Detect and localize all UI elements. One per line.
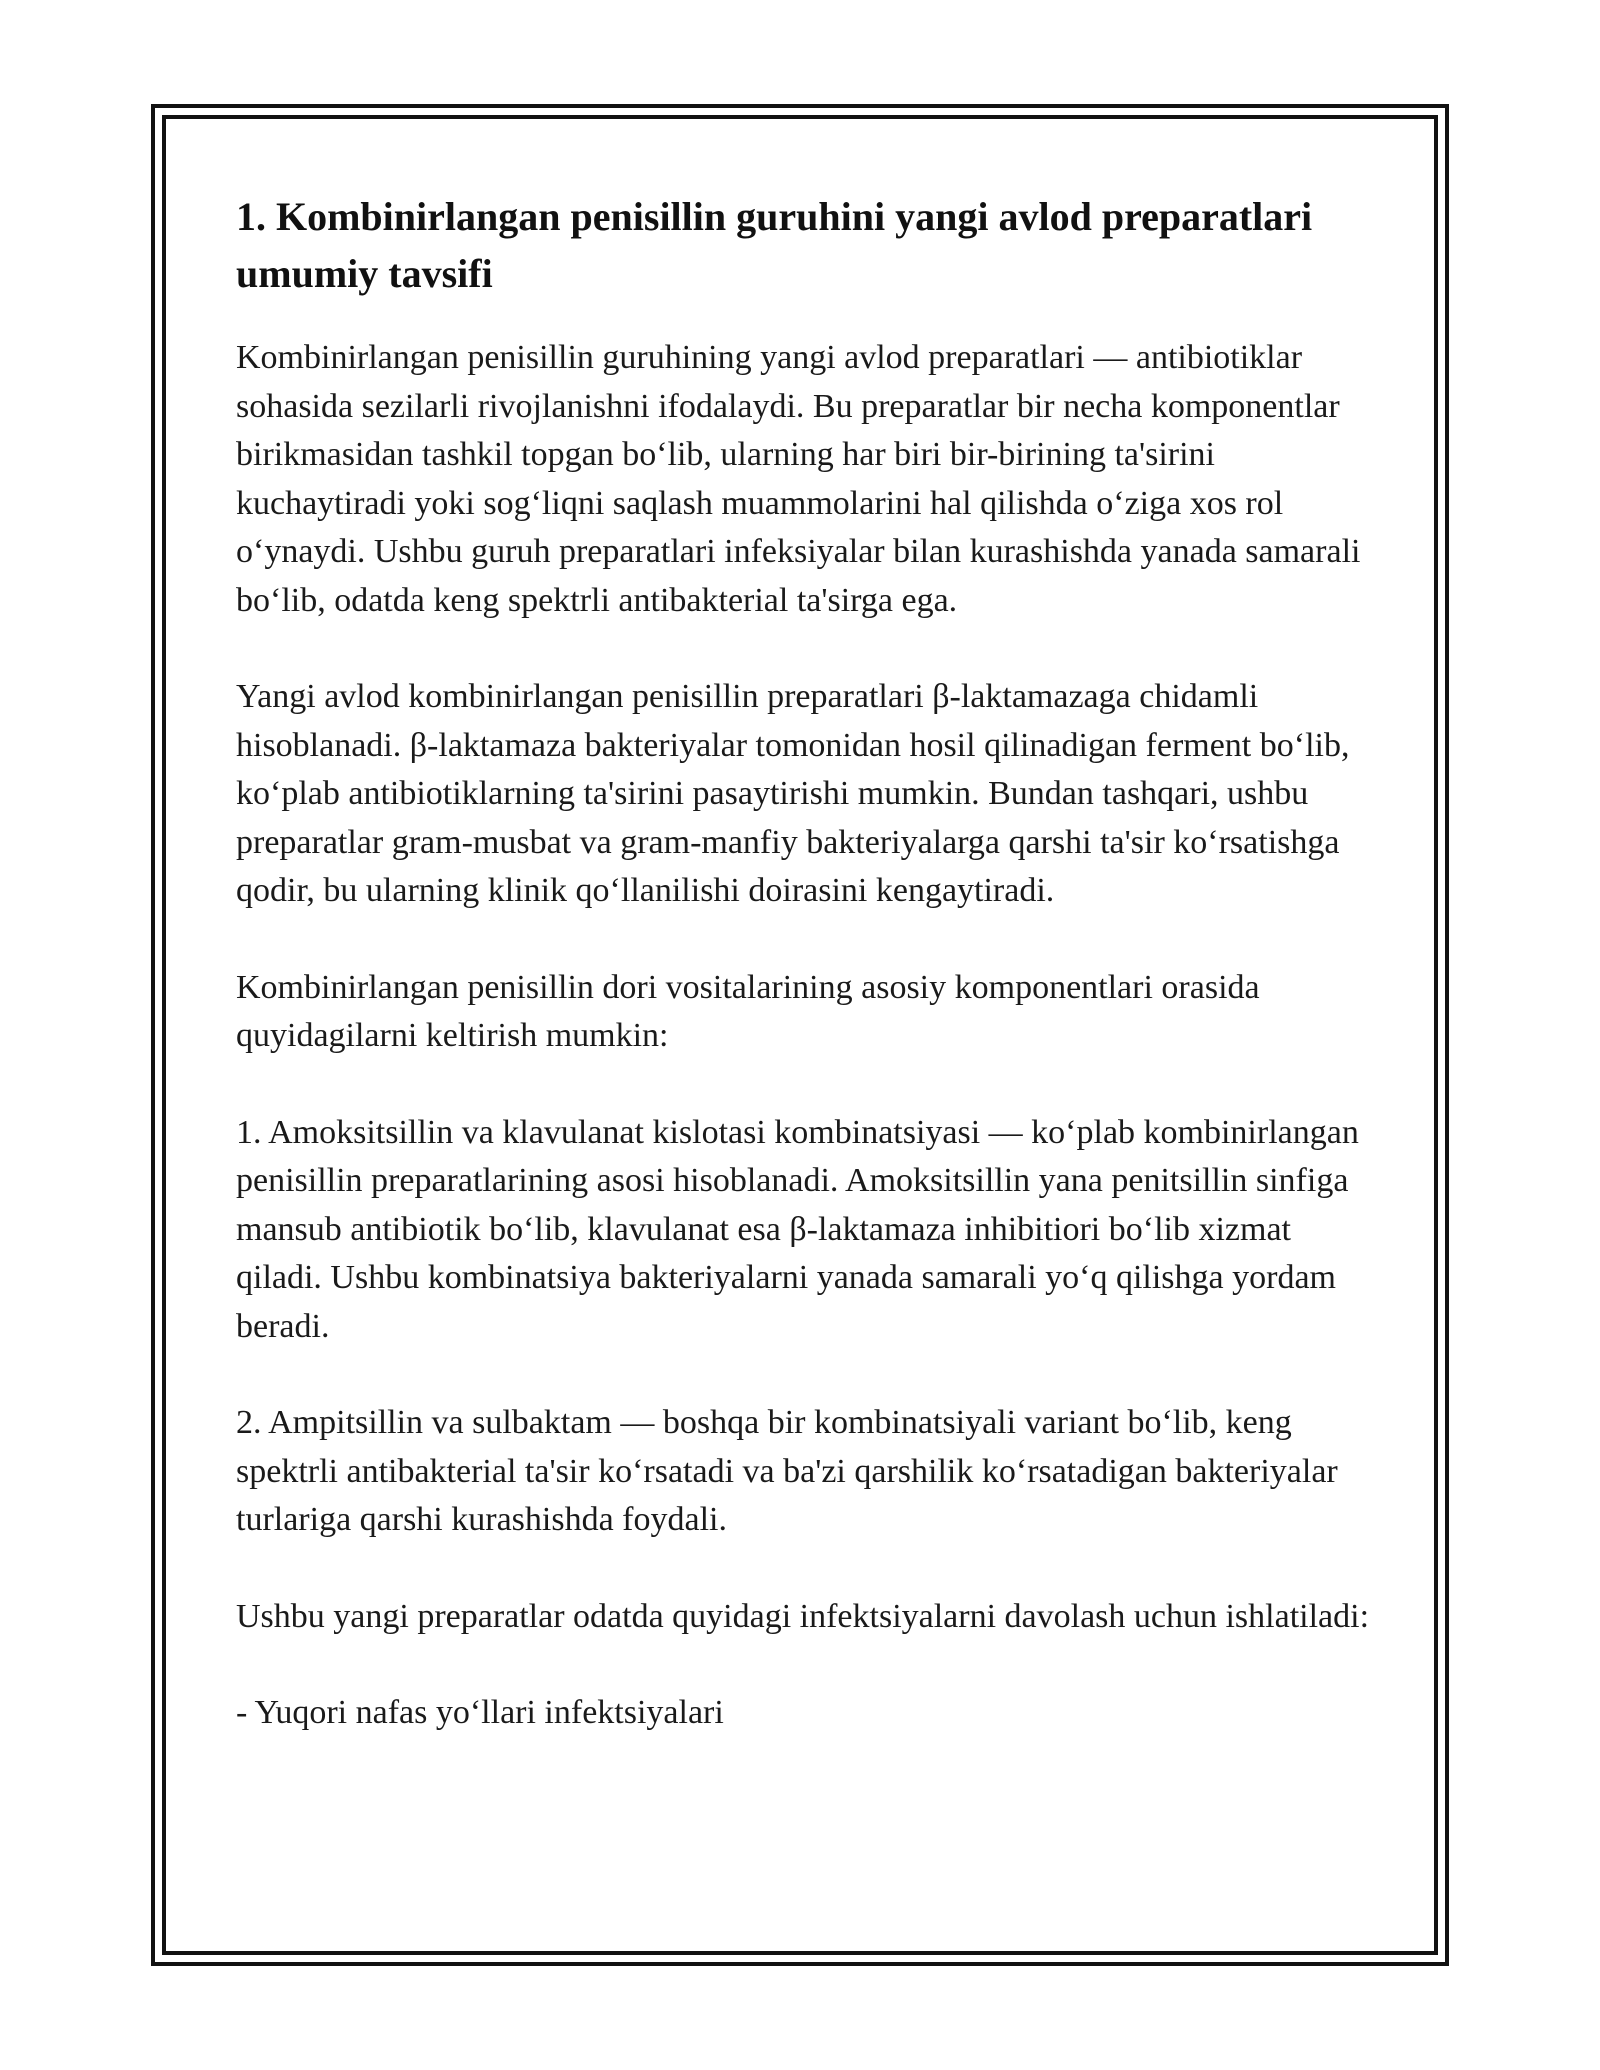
paragraph-beta-lactamase: Yangi avlod kombinirlangan penisillin preparatlari β-laktamazaga chidamli hisoblanadi. β-laktamaza bakteriyalar tomonidan hosil qilinadigan ferment bo‘lib, ko‘plab antibiotiklarning ta'sirini pasaytirishi mumkin. Bundan tashqari, ushbu preparatlar gram-musbat va gram-manfiy bakteriyalarga qarshi ta'sir ko‘rsatishga qodir, bu ularning klinik qo‘llanilishi doirasini kengaytiradi. bbox=[236, 678, 1350, 909]
paragraph-usage-intro: Ushbu yangi preparatlar odatda quyidagi infektsiyalarni davolash uchun ishlatiladi: bbox=[236, 1597, 1370, 1635]
paragraph-components-intro: Kombinirlangan penisillin dori vositalarining asosiy komponentlari orasida quyidagilarni keltirish mumkin: bbox=[236, 968, 1260, 1054]
list-item-ampicillin: 2. Ampitsillin va sulbaktam — boshqa bir kombinatsiyali variant bo‘lib, keng spektrli antibakterial ta'sir ko‘rsatadi va ba'zi qarshilik ko‘rsatadigan bakteriyalar turlariga qarshi kurashishda foydali. bbox=[236, 1404, 1338, 1538]
section-title: 1. Kombinirlangan penisillin guruhini yangi avlod preparatlari umumiy tavsifi bbox=[236, 194, 1313, 296]
paragraph-intro: Kombinirlangan penisillin guruhining yangi avlod preparatlari — antibiotiklar sohasida sezilarli rivojlanishni ifodalaydi. Bu preparatlar bir necha komponentlar birikmasidan tashkil topgan bo‘lib, ularning har biri bir-birining ta'sirini kuchaytiradi yoki sog‘liqni saqlash muammolarini hal qilishda o‘ziga xos rol o‘ynaydi. Ushbu guruh preparatlari infeksiyalar bilan kurashishda yanada samarali bo‘lib, odatda keng spektrli antibakterial ta'sirga ega. bbox=[236, 339, 1361, 619]
bullet-item-respiratory: - Yuqori nafas yo‘llari infektsiyalari bbox=[236, 1694, 724, 1731]
list-item-amoxicillin: 1. Amoksitsillin va klavulanat kislotasi kombinatsiyasi — ko‘plab kombinirlangan penisillin preparatlarining asosi hisoblanadi. Amoksitsillin yana penitsillin sinfiga mansub antibiotik bo‘lib, klavulanat esa β-laktamaza inhibitiori bo‘lib xizmat qiladi. Ushbu kombinatsiya bakteriyalarni yanada samarali yo‘q qilishga yordam beradi. bbox=[236, 1113, 1359, 1345]
document-body bbox=[236, 180, 1376, 1738]
